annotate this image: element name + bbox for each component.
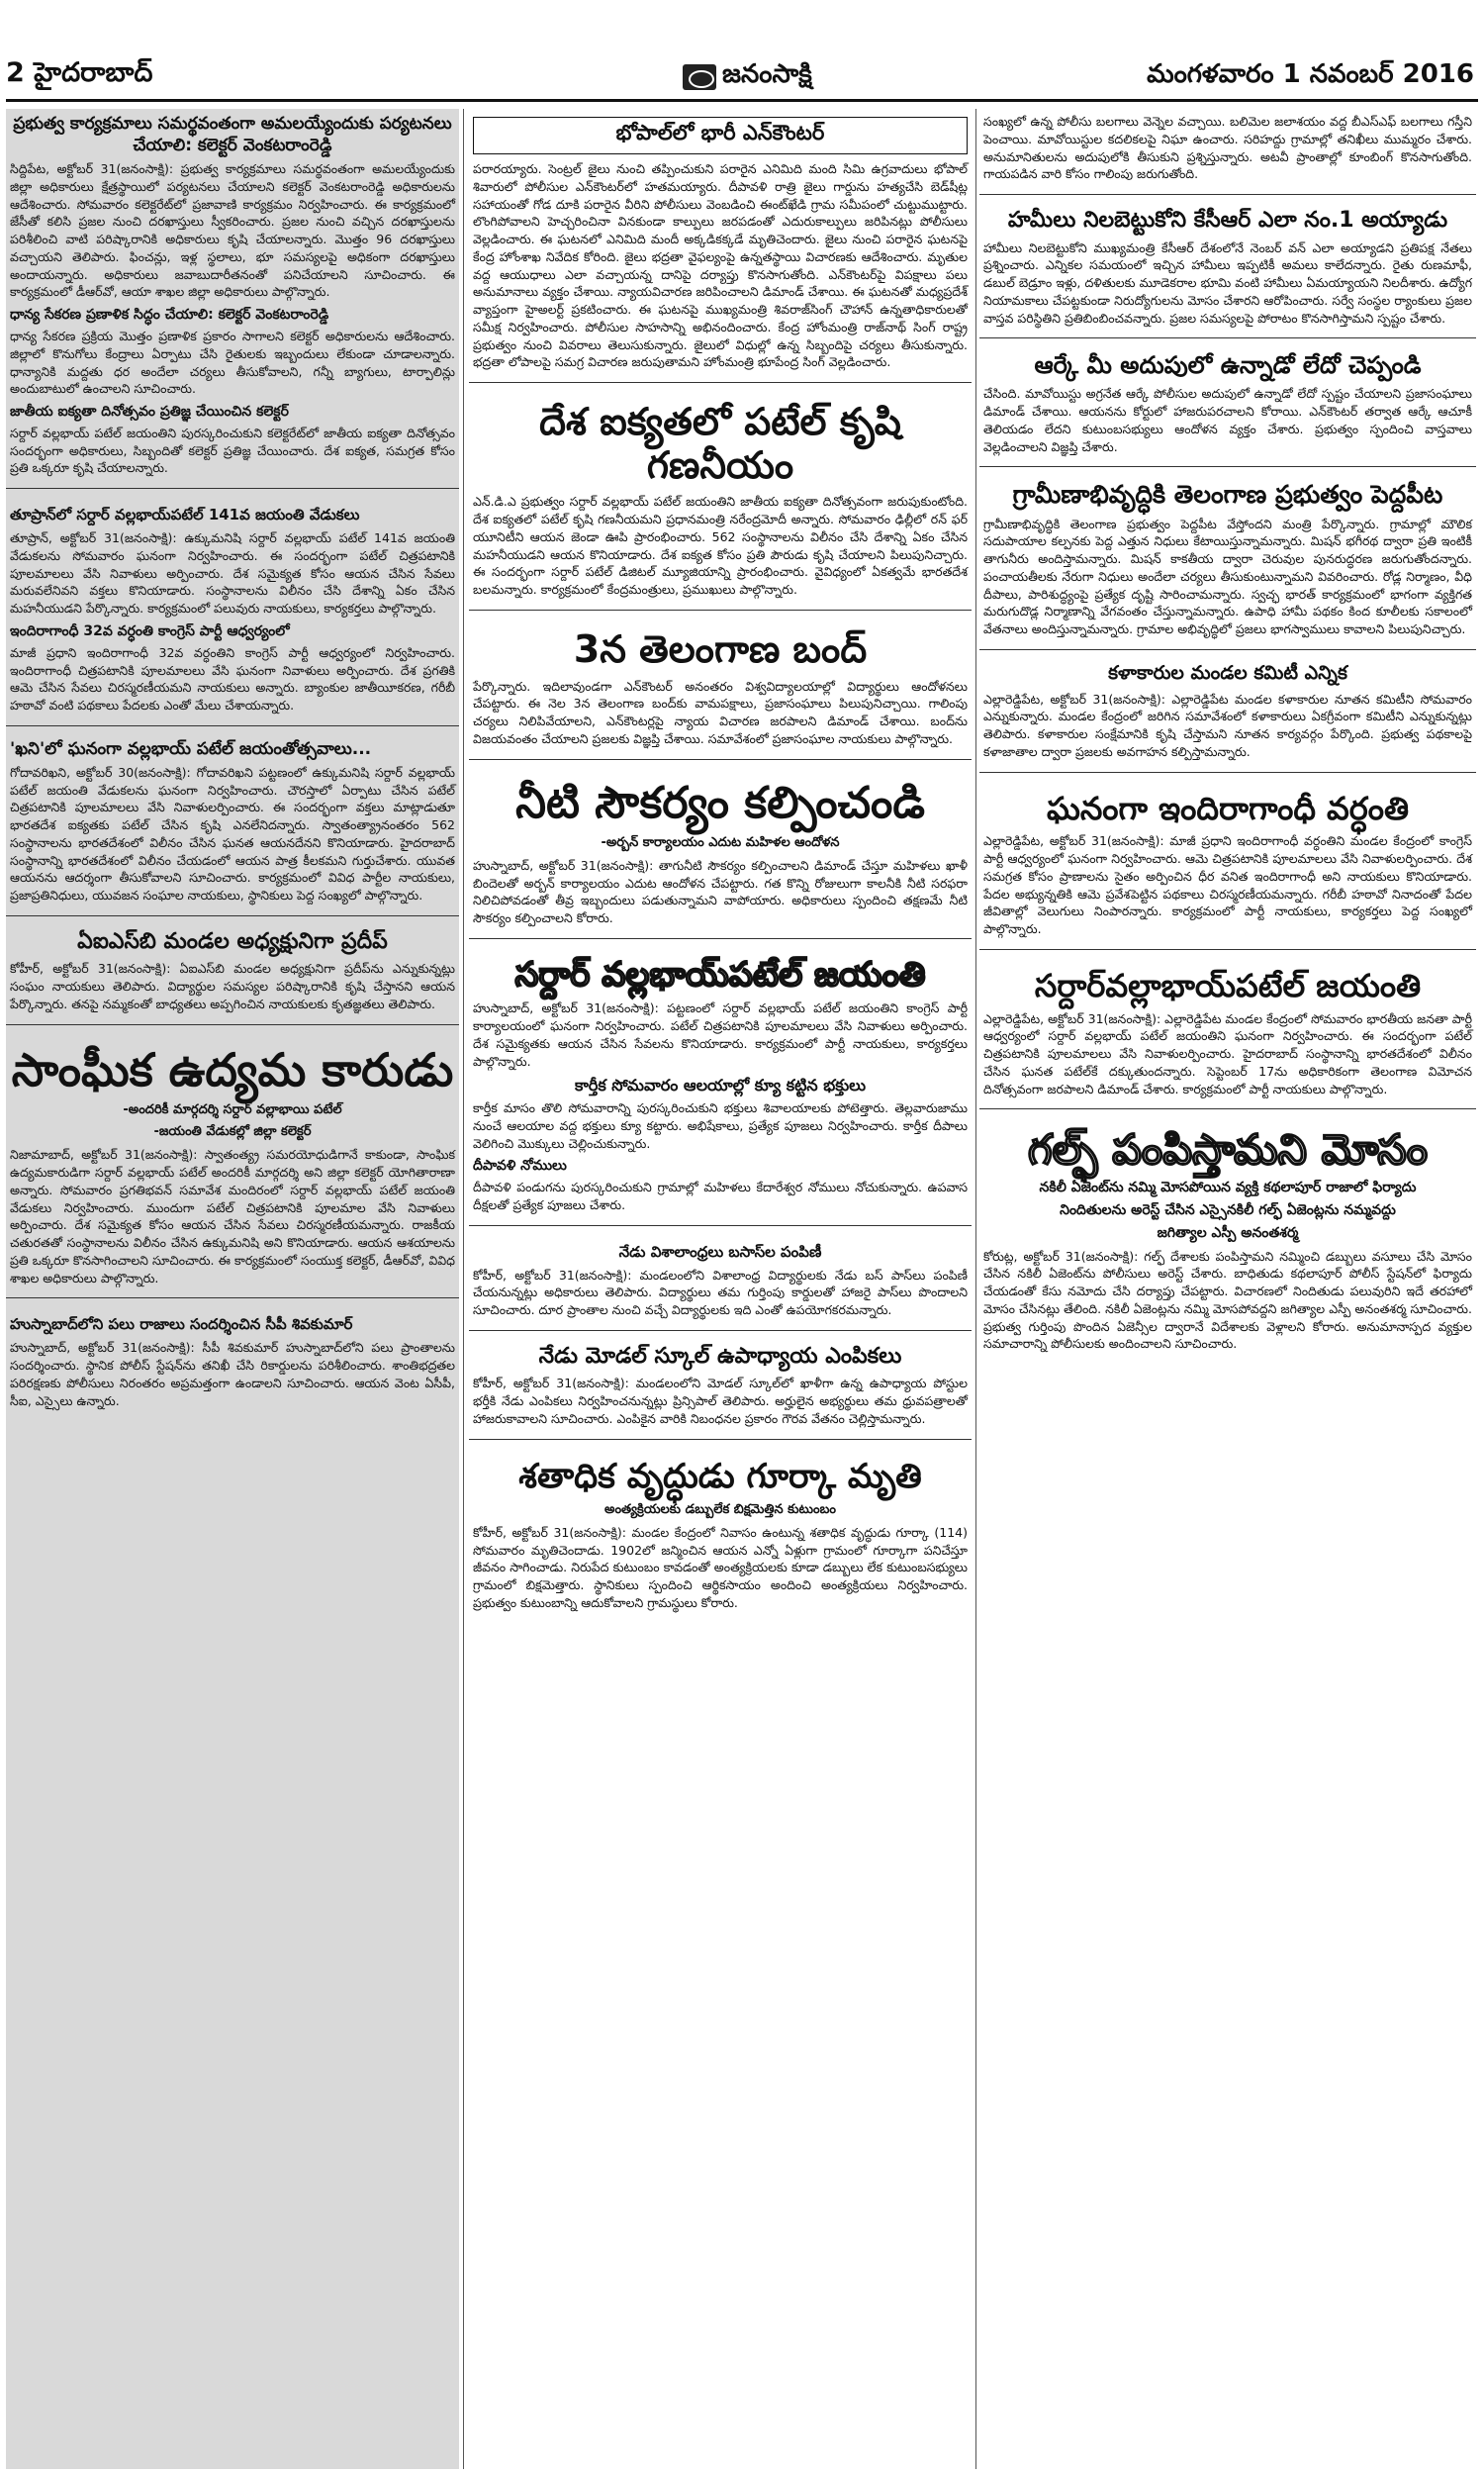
article-body: ఎల్లారెడ్డిపేట, అక్టోబర్ 31(జనంసాక్షి): ఎల్లారెడ్డిపేట మండల కేంద్రంలో సోమవారం భారతీయ జనతా పార్టీ ఆధ్వర్యంలో సర్దార్ వల్లభాయ్ పటేల్ జయంతిని ఘనంగా నిర్వహించారు. ఈ సందర్భంగా పటేల్ చిత్రపటానికి పూలమాలలు వేసి నివాళులర్పించారు. హైదరాబాద్ సంస్థానాన్ని భారతదేశంలో విలీనం చేసిన ఘనత పటేల్‌కే దక్కుతుందన్నారు. సెప్టెంబర్ 17ను అధికారికంగా తెలంగాణ విమోచన దినోత్సవంగా జరపాలని డిమాండ్ చేశారు. కార్యక్రమంలో పార్టీ నాయకులు పాల్గొన్నారు.: [983, 1010, 1472, 1096]
article-body: ఎల్లారెడ్డిపేట, అక్టోబర్ 31(జనంసాక్షి): ఎల్లారెడ్డిపేట మండల కళాకారుల నూతన కమిటీని సోమవారం ఎన్నుకున్నారు. మండల కేంద్రంలో జరిగిన సమావేశంలో కళాకారులు ఏకగ్రీవంగా కమిటీని ఎన్నుకున్నట్లు తెలిపారు. కళాకారుల సంక్షేమానికి కృషి చేస్తామని నూతన కార్యవర్గం పేర్కొంది. ప్రభుత్వ పథకాలపై కళాజాతాల ద్వారా ప్రజలకు అవగాహన కల్పిస్తామన్నారు.: [983, 691, 1472, 759]
newspaper-logo: [683, 59, 812, 95]
article-headline: నేడు విశాలాంధ్రలు బసాస్‌ల పంపిణీ: [618, 1242, 822, 1261]
article-body: పరారయ్యారు. సెంట్రల్ జైలు నుంచి తప్పించుకుని పరారైన ఎనిమిది మంది సిమి ఉగ్రవాదులు భోపాల్ శివారులో పోలీసుల ఎన్‌కౌంటర్‌లో హతమయ్యారు. దీపావళి రాత్రి జైలు గార్డును హత్యచేసి బెడ్‌షీట్ల సహాయంతో గోడ దూకి పరారైన వీరిని పోలీసులు వెంబడించి ఈంట్‌ఖేడి గ్రామ సమీపంలో చుట్టుముట్టారు. లొంగిపోవాలని హెచ్చరించినా వినకుండా కాల్పులు జరపడంతో ఎదురుకాల్పులు జరిపినట్లు పోలీసులు వెల్లడించారు. ఈ ఘటనలో ఎనిమిది మందీ అక్కడికక్కడే మృతిచెందారు. జైలు నుంచి పరారైన ఘటనపై కేంద్ర హోంశాఖ నివేదిక కోరింది. జైలు భద్రతా వైఫల్యంపై ఉన్నతస్థాయి విచారణకు ఆదేశించారు. మృతుల వద్ద ఆయుధాలు ఎలా వచ్చాయన్న దానిపై దర్యాప్తు కొనసాగుతోంది. ఎన్‌కౌంటర్‌పై విపక్షాలు పలు అనుమానాలు వ్యక్తం చేశాయి. న్యాయవిచారణ జరిపించాలని డిమాండ్ చేశాయి. ఈ ఘటనతో మధ్యప్రదేశ్ వ్యాప్తంగా హైఅలర్ట్ ప్రకటించారు. ఈ ఘటనపై ముఖ్యమంత్రి శివరాజ్‌సింగ్ చౌహాన్ ఉన్నతాధికారులతో సమీక్ష నిర్వహించారు. పోలీసుల సాహసాన్ని అభినందించారు. కేంద్ర హోంమంత్రి రాజ్‌నాథ్ సింగ్ రాష్ట్ర ప్రభుత్వం నుంచి వివరాలు తెలుసుకున్నారు. జైలులో విధుల్లో ఉన్న సిబ్బందిపై చర్యలు తీసుకున్నారు. భద్రతా లోపాలపై సమగ్ర విచారణ జరుపుతామని హోంమంత్రి భూపేంద్ర సింగ్ వెల్లడించారు.: [473, 161, 968, 370]
article-body: హుస్నాబాద్, అక్టోబర్ 31(జనంసాక్షి): పట్టణంలో సర్దార్ వల్లభాయ్ పటేల్ జయంతిని కాంగ్రెస్ పార్టీ కార్యాలయంలో ఘనంగా నిర్వహించారు. పటేల్ చిత్రపటానికి పూలమాలలు వేసి నివాళులు అర్పించారు. దేశ సమైక్యతకు ఆయన చేసిన సేవలను కొనియాడారు. కార్యక్రమంలో పార్టీ నాయకులు, కార్యకర్తలు పాల్గొన్నారు. కార్తీక సోమవారం ఆలయాల్లో క్యూ కట్టిన భక్తులు కార్తీక మాసం తొలి సోమవారాన్ని పురస్కరించుకుని భక్తులు శివాలయాలకు పోటెత్తారు. తెల్లవారుజాము నుంచే ఆలయాల వద్ద భక్తులు క్యూ కట్టారు. అభిషేకాలు, ప్రత్యేక పూజలు నిర్వహించారు. కార్తీక దీపాలు వెలిగించి మొక్కులు చెల్లించుకున్నారు. దీపావళి నోములు దీపావళి పండుగను పురస్కరించుకుని గ్రామాల్లో మహిళలు కేదారేశ్వర నోములు నోచుకున్నారు. ఉపవాస దీక్షలతో ప్రత్యేక పూజలు చేశారు.: [473, 1000, 968, 1212]
article-kicker: -అర్బన్ కార్యాలయం ఎదుట మహిళల ఆందోళన: [601, 834, 840, 850]
masthead-rule: [6, 99, 1478, 102]
column-divider: [463, 109, 464, 2469]
article-social-activist: [6, 1033, 459, 1299]
article-tupran-patel: [6, 497, 459, 726]
article-body: నిజామాబాద్, అక్టోబర్ 31(జనంసాక్షి): స్వాతంత్య్ర సమరయోధుడిగానే కాకుండా, సాంఘిక ఉద్యమకారుడిగా సర్దార్ వల్లభాయ్ పటేల్ అందరికీ మార్గదర్శి అని జిల్లా కలెక్టర్ యోగితారాణా అన్నారు. సోమవారం ప్రగతిభవన్ సమావేశ మందిరంలో సర్దార్ వల్లభాయ్ పటేల్ జయంతి వేడుకలు నిర్వహించారు. ముందుగా పటేల్ చిత్రపటానికి పూలమాల వేసి నివాళులు అర్పించారు. దేశ సమైక్యత కోసం ఆయన చేసిన సేవలు చిరస్మరణీయమన్నారు. రాజకీయ చతురతతో సంస్థానాలను విలీనం చేసిన ఉక్కుమనిషి అని కొనియాడారు. ఆయన ఆశయాలను ప్రతి ఒక్కరూ కొనసాగించాలని సూచించారు. ఈ కార్యక్రమంలో సంయుక్త కలెక్టర్, డీఆర్‌వో, వివిధ శాఖల అధికారులు పాల్గొన్నారు.: [10, 1147, 455, 1285]
column-right: [979, 109, 1476, 2469]
article-body: సంఖ్యలో ఉన్న పోలీసు బలగాలు వెన్నెల వచ్చాయి. బలిమెల జలాశయం వద్ద బీఎస్ఎఫ్ బలగాలు గస్తీని పెంచాయి. మావోయిస్టుల కదలికలపై నిఘా ఉంచారు. సరిహద్దు గ్రామాల్లో తనిఖీలు ముమ్మరం చేశారు. అనుమానితులను అదుపులోకి తీసుకుని ప్రశ్నిస్తున్నారు. అటవీ ప్రాంతాల్లో కూంబింగ్ కొనసాగుతోంది. గాయపడిన వారి కోసం గాలింపు జరుగుతోంది.: [983, 114, 1472, 182]
article-headline: కళాకారుల మండల కమిటీ ఎన్నిక: [1108, 661, 1347, 684]
article-rural-development: [979, 475, 1476, 650]
article-subheading: కార్తీక సోమవారం ఆలయాల్లో క్యూ కట్టిన భక్తులు: [574, 1076, 866, 1095]
article-headline: శతాధిక వృద్ధుడు గూర్కా మృతి: [518, 1456, 922, 1496]
article-headline: సాంఘీక ఉద్యమ కారుడు: [11, 1042, 454, 1096]
article-headline: 'ఖని'లో ఘనంగా వల్లభాయ్ పటేల్ జయంతోత్సవాలు...: [10, 738, 372, 759]
article-continuation-bsf: [979, 109, 1476, 195]
article-model-school: [469, 1339, 972, 1440]
column-left: [6, 109, 459, 2469]
article-body: కోహీర్, అక్టోబర్ 31(జనంసాక్షి): మండలంలోని మోడల్ స్కూల్‌లో ఖాళీగా ఉన్న ఉపాధ్యాయ పోస్టుల భర్తీకి నేడు ఎంపికలు నిర్వహించనున్నట్లు ప్రిన్సిపాల్ తెలిపారు. అర్హులైన అభ్యర్థులు తమ ధ్రువపత్రాలతో హాజరుకావాలని సూచించారు. ఎంపికైన వారికి నిబంధనల ప్రకారం గౌరవ వేతనం చెల్లిస్తామన్నారు.: [473, 1376, 968, 1426]
article-headline: తూప్రాన్‌లో సర్దార్ వల్లభాయ్‌పటేల్ 141వ జయంతి వేడుకలు: [10, 506, 360, 524]
article-headline: సర్దార్‌వల్లాభాయ్‌పటేల్ జయంతి: [1034, 966, 1422, 1004]
article-patel-unity: [469, 391, 972, 611]
article-headline: 3న తెలంగాణ బంద్: [573, 626, 868, 671]
article-headline: నేడు మోడల్ స్కూల్ ఉపాధ్యాయ ఎంపికలు: [538, 1343, 902, 1369]
article-kicker: -అందరికీ మార్గదర్శి సర్దార్ వల్లాభాయి పటేల్: [123, 1102, 342, 1118]
article-headline: హుస్నాబాద్‌లోని పలు రాజాలు సందర్శించిన సీపీ శివకుమార్: [10, 1315, 353, 1334]
article-kicker: అంత్యక్రియలకు డబ్బులేక బిక్షమెత్తిన కుటుంబం: [604, 1501, 836, 1517]
article-artists-committee: [979, 658, 1476, 773]
article-subheading: దీపావళి నోములు: [473, 1158, 567, 1175]
article-gulf-fraud: [979, 1117, 1476, 1364]
article-rk-custody: [979, 346, 1476, 467]
article-gurkha-death: [469, 1448, 972, 1623]
article-kicker: జగిత్యాల ఎస్పీ అనంతశర్మ: [1157, 1224, 1299, 1241]
article-headline: భోపాల్‌లో భారీ ఎన్‌కౌంటర్: [473, 117, 968, 154]
article-bhopal-encounter: [469, 109, 972, 383]
issue-date: మంగళవారం 1 నవంబర్ 2016: [1147, 59, 1474, 89]
article-body: గ్రామీణాభివృద్ధికి తెలంగాణ ప్రభుత్వం పెద్దపీట వేస్తోందని మంత్రి పేర్కొన్నారు. గ్రామాల్లో మౌలిక సదుపాయాల కల్పనకు పెద్ద ఎత్తున నిధులు కేటాయిస్తున్నామన్నారు. మిషన్ భగీరథ ద్వారా ప్రతి ఇంటికీ తాగునీరు అందిస్తామన్నారు. మిషన్ కాకతీయ ద్వారా చెరువుల పునరుద్ధరణ జరుగుతోందన్నారు. పంచాయతీలకు నేరుగా నిధులు అందేలా చర్యలు తీసుకుంటున్నామని వివరించారు. రోడ్ల నిర్మాణం, వీధి దీపాలు, పారిశుద్ధ్యంపై ప్రత్యేక దృష్టి సారించామన్నారు. స్వచ్ఛ భారత్ కార్యక్రమంలో భాగంగా వ్యక్తిగత మరుగుదొడ్ల నిర్మాణాన్ని వేగవంతం చేస్తున్నామన్నారు. ఉపాధి హామీ పథకం కింద కూలీలకు సకాలంలో వేతనాలు అందిస్తున్నామన్నారు. గ్రామాల అభివృద్ధిలో ప్రజలు భాగస్వాములు కావాలని పిలుపునిచ్చారు.: [983, 516, 1472, 636]
article-headline: హమీలు నిలబెట్టుకోని కేసీఆర్ ఎలా నం.1 అయ్యాడు: [1007, 208, 1448, 233]
article-kicker: నిందితులను అరెస్ట్ చేసిన ఎస్సైనకిలీ గల్ఫ్ ఏజెంట్లను నమ్మవద్దు: [1060, 1201, 1396, 1218]
article-aisb-president: [6, 924, 459, 1025]
column-middle: [469, 109, 972, 2469]
article-collector-programs: [6, 109, 459, 489]
logo-text: జనంసాక్షి: [722, 59, 812, 89]
article-body: గోదావరిఖని, అక్టోబర్ 30(జనంసాక్షి): గోదావరిఖని పట్టణంలో ఉక్కుమనిషి సర్దార్ వల్లభాయ్ పటేల్ జయంతి వేడుకలను ఘనంగా నిర్వహించారు. చౌరస్తాలో ఏర్పాటు చేసిన పటేల్ చిత్రపటానికి పూలమాలలు వేసి నివాళులర్పించారు. ఈ సందర్భంగా వక్తలు మాట్లాడుతూ భారతదేశ ఐక్యతకు పటేల్ చేసిన కృషి ఎనలేనిదన్నారు. స్వాతంత్య్రానంతరం 562 సంస్థానాలను భారతదేశంలో విలీనం చేసిన ఘనత ఆయనదేనని కొనియాడారు. హైదరాబాద్ సంస్థానాన్ని భారతదేశంలో విలీనం చేయడంలో ఆయన పాత్ర కీలకమని గుర్తుచేశారు. యువత ఆయనను ఆదర్శంగా తీసుకోవాలని సూచించారు. కార్యక్రమంలో వివిధ పార్టీల నాయకులు, ప్రజాప్రతినిధులు, యువజన సంఘాల నాయకులు, స్థానికులు పెద్ద సంఖ్యలో పాల్గొన్నారు.: [10, 764, 455, 904]
article-body: కోహీర్, అక్టోబర్ 31(జనంసాక్షి): మండల కేంద్రంలో నివాసం ఉంటున్న శతాధిక వృద్ధుడు గూర్కా (114) సోమవారం మృతిచెందాడు. 1902లో జన్మించిన ఆయన ఎన్నో ఏళ్లుగా గ్రామంలో గూర్కాగా పనిచేస్తూ జీవనం సాగించాడు. నిరుపేద కుటుంబం కావడంతో అంత్యక్రియలకు కూడా డబ్బులు లేక కుటుంబసభ్యులు గ్రామంలో బిక్షమెత్తారు. స్థానికులు స్పందించి ఆర్థికసాయం అందించి అంత్యక్రియలు నిర్వహించారు. ప్రభుత్వం కుటుంబాన్ని ఆదుకోవాలని గ్రామస్థులు కోరారు.: [473, 1524, 968, 1610]
article-headline: ఏఐఎస్‌బి మండల అధ్యక్షునిగా ప్రదీప్: [77, 928, 388, 954]
article-telangana-bandh: [469, 619, 972, 760]
article-bus-pass: [469, 1234, 972, 1331]
article-kicker: నకిలీ ఏజెంట్‌ను నమ్మి మోసపోయిన వ్యక్తి కథలాపూర్ రాజాలో ఫిర్యాదు: [1039, 1179, 1417, 1195]
article-patel-yellareddypet: [979, 958, 1476, 1110]
article-patel-jayanti-husnabad: [469, 947, 972, 1226]
article-body: ఎల్లారెడ్డిపేట, అక్టోబర్ 31(జనంసాక్షి): మాజీ ప్రధాని ఇందిరాగాంధీ వర్ధంతిని మండల కేంద్రంలో కాంగ్రెస్ పార్టీ ఆధ్వర్యంలో ఘనంగా నిర్వహించారు. ఆమె చిత్రపటానికి పూలమాలలు వేసి నివాళులర్పించారు. దేశ సమగ్రత కోసం ప్రాణాలను సైతం అర్పించిన ధీర వనిత ఇందిరాగాంధీ అని నాయకులు కొనియాడారు. పేదల అభ్యున్నతికి ఆమె ప్రవేశపెట్టిన పథకాలు చిరస్మరణీయమన్నారు. గరీబీ హఠావో నినాదంతో పేదల జీవితాల్లో వెలుగులు నింపారన్నారు. కార్యక్రమంలో పార్టీ నాయకులు, కార్యకర్తలు పెద్ద సంఖ్యలో పాల్గొన్నారు.: [983, 833, 1472, 937]
article-water-facility: [469, 768, 972, 939]
column-divider: [975, 109, 976, 2469]
article-body: ఎన్.డి.ఎ ప్రభుత్వం సర్దార్ వల్లభాయ్ పటేల్ జయంతిని జాతీయ ఐక్యతా దినోత్సవంగా జరుపుకుంటోంది. దేశ ఐక్యతలో పటేల్ కృషి గణనీయమని ప్రధానమంత్రి నరేంద్రమోదీ అన్నారు. సోమవారం ఢిల్లీలో రన్ ఫర్ యూనిటీని ఆయన జెండా ఊపి ప్రారంభించారు. 562 సంస్థానాలను విలీనం చేసి దేశాన్ని ఏకం చేసిన మహనీయుడని ఆయన కొనియాడారు. దేశ ఐక్యత కోసం ప్రతి పౌరుడు కృషి చేయాలని పిలుపునిచ్చారు. ఈ సందర్భంగా సర్దార్ పటేల్ డిజిటల్ మ్యూజియాన్ని ప్రారంభించారు. వైవిధ్యంలో ఏకత్వమే భారతదేశ బలమన్నారు. కార్యక్రమంలో కేంద్రమంత్రులు, ప్రముఖులు పాల్గొన్నారు.: [473, 494, 968, 598]
article-body: కోరుట్ల, అక్టోబర్ 31(జనంసాక్షి): గల్ఫ్ దేశాలకు పంపిస్తామని నమ్మించి డబ్బులు వసూలు చేసి మోసం చేసిన నకిలీ ఏజెంట్‌ను పోలీసులు అరెస్ట్ చేశారు. బాధితుడు కథలాపూర్ పోలీస్ స్టేషన్‌లో ఫిర్యాదు చేయడంతో కేసు నమోదు చేసి దర్యాప్తు చేపట్టారు. విచారణలో నిందితుడు పలువురిని ఇదే తరహాలో మోసం చేసినట్లు తేలింది. నకిలీ ఏజెంట్లను నమ్మి మోసపోవద్దని జగిత్యాల ఎస్పీ అనంతశర్మ సూచించారు. ప్రభుత్వ గుర్తింపు పొందిన ఏజెన్సీల ద్వారానే విదేశాలకు వెళ్లాలని కోరారు. అనుమానాస్పద వ్యక్తుల సమాచారాన్ని పోలీసులకు అందించాలని సూచించారు.: [983, 1248, 1472, 1352]
article-body: సిద్దిపేట, అక్టోబర్ 31(జనంసాక్షి): ప్రభుత్వ కార్యక్రమాలు సమర్థవంతంగా అమలయ్యేందుకు జిల్లా అధికారులు క్షేత్రస్థాయిలో పర్యటనలు చేయాలని కలెక్టర్ వెంకటరాంరెడ్డి అధికారులను ఆదేశించారు. సోమవారం కలెక్టరేట్‌లో ప్రజావాణి కార్యక్రమం నిర్వహించారు. ఈ కార్యక్రమంలో జేసీతో కలిసి ప్రజల నుంచి దరఖాస్తులు స్వీకరించారు. ప్రజల నుంచి వచ్చిన దరఖాస్తులను పరిశీలించి వాటి పరిష్కారానికి అధికారులు కృషి చేయాలన్నారు. మొత్తం 96 దరఖాస్తులు వచ్చాయని తెలిపారు. ఫించన్లు, ఇళ్ల స్థలాలు, భూ సమస్యలపై అధికంగా దరఖాస్తులు అందాయన్నారు. అధికారులు జవాబుదారీతనంతో పనిచేయాలని సూచించారు. ఈ కార్యక్రమంలో డీఆర్‌వో, ఆయా శాఖల జిల్లా అధికారులు పాల్గొన్నారు. ధాన్య సేకరణ ప్రణాళిక సిద్ధం చేయాలి: కలెక్టర్ వెంకటరాంరెడ్డి ధాన్య సేకరణ ప్రక్రియ మొత్తం ప్రణాళిక ప్రకారం సాగాలని కలెక్టర్ అధికారులను ఆదేశించారు. జిల్లాలో కొనుగోలు కేంద్రాలు ఏర్పాటు చేసి రైతులకు ఇబ్బందులు లేకుండా చూడాలన్నారు. ధాన్యానికి మద్దతు ధర అందేలా చర్యలు తీసుకోవాలని, గన్నీ బ్యాగులు, టార్పాలిన్లు అందుబాటులో ఉంచాలని సూచించారు. జాతీయ ఐక్యతా దినోత్సవం ప్రతిజ్ఞ చేయించిన కలెక్టర్ సర్దార్ వల్లభాయ్ పటేల్ జయంతిని పురస్కరించుకుని కలెక్టరేట్‌లో జాతీయ ఐక్యతా దినోత్సవం సందర్భంగా అధికారులు, సిబ్బందితో కలెక్టర్ ప్రతిజ్ఞ చేయించారు. దేశ ఐక్యత, సమగ్రత కోసం ప్రతి ఒక్కరూ కృషి చేయాలన్నారు.: [10, 161, 455, 476]
article-body: హుస్నాబాద్, అక్టోబర్ 31(జనంసాక్షి): సీపీ శివకుమార్ హుస్నాబాద్‌లోని పలు ప్రాంతాలను సందర్శించారు. స్థానిక పోలీస్ స్టేషన్‌ను తనిఖీ చేసి రికార్డులను పరిశీలించారు. శాంతిభద్రతల పరిరక్షణకు పోలీసులు నిరంతరం అప్రమత్తంగా ఉండాలని సూచించారు. ఆయన వెంట ఏసీపీ, సీఐ, ఎస్సైలు ఉన్నారు.: [10, 1340, 455, 1408]
article-body: కోహీర్, అక్టోబర్ 31(జనంసాక్షి): మండలంలోని విశాలాంధ్ర విద్యార్థులకు నేడు బస్ పాస్‌లు పంపిణీ చేయనున్నట్లు అధికారులు తెలిపారు. విద్యార్థులు తమ గుర్తింపు కార్డులతో హాజరై పాస్‌లు పొందాలని సూచించారు. దూర ప్రాంతాల నుంచి వచ్చే విద్యార్థులకు ఇది ఎంతో ఉపయోగకరమన్నారు.: [473, 1267, 968, 1318]
article-headline: దేశ ఐక్యతలో పటేల్ కృషి గణనీయం: [539, 400, 901, 487]
logo-eye-icon: [683, 64, 716, 90]
article-body: చేసింది. మావోయిస్టు అగ్రనేత ఆర్కే పోలీసుల అదుపులో ఉన్నాడో లేదో స్పష్టం చేయాలని ప్రజాసంఘాలు డిమాండ్ చేశాయి. ఆయనను కోర్టులో హాజరుపరచాలని కోరాయి. ఎన్‌కౌంటర్ తర్వాత ఆర్కే ఆచూకీ తెలియడం లేదని కుటుంబసభ్యులు ఆందోళన వ్యక్తం చేశారు. ప్రభుత్వం స్పందించి వాస్తవాలు వెల్లడించాలని విజ్ఞప్తి చేశారు.: [983, 386, 1472, 454]
article-subheading: ఇందిరాగాంధీ 32వ వర్ధంతి కాంగ్రెస్ పార్టీ ఆధ్వర్యంలో: [10, 622, 290, 639]
article-subheading: ధాన్య సేకరణ ప్రణాళిక సిద్ధం చేయాలి: కలెక్టర్ వెంకటరాంరెడ్డి: [10, 307, 329, 324]
article-body: హామీలు నిలబెట్టుకోని ముఖ్యమంత్రి కేసీఆర్ దేశంలోనే నెంబర్ వన్ ఎలా అయ్యాడని ప్రతిపక్ష నేతలు ప్రశ్నించారు. ఎన్నికల సమయంలో ఇచ్చిన హామీలు ఇప్పటికీ అమలు కాలేదన్నారు. రైతు రుణమాఫీ, డబుల్ బెడ్రూం ఇళ్లు, దళితులకు మూడెకరాల భూమి వంటి హామీలు ఏమయ్యాయని నిలదీశారు. ఉద్యోగ నియామకాలు చేపట్టకుండా నిరుద్యోగులను మోసం చేశారని ఆరోపించారు. సర్వే సంస్థల ర్యాంకులు ప్రజల వాస్తవ పరిస్థితిని ప్రతిబింబించవన్నారు. ప్రజల సమస్యలపై పోరాటం కొనసాగిస్తామని స్పష్టం చేశారు.: [983, 239, 1472, 326]
article-headline: ఆర్కే మీ అదుపులో ఉన్నాడో లేదో చెప్పండి: [1034, 351, 1422, 380]
article-headline: సర్దార్ వల్లభాయ్‌పటేల్ జయంతి: [514, 954, 926, 995]
article-headline: ప్రభుత్వ కార్యక్రమాలు సమర్థవంతంగా అమలయ్యేందుకు పర్యటనలు చేయాలి: కలెక్టర్ వెంకటరాంరెడ్డి: [13, 114, 452, 156]
article-body: హుస్నాబాద్, అక్టోబర్ 31(జనంసాక్షి): తాగునీటి సౌకర్యం కల్పించాలని డిమాండ్ చేస్తూ మహిళలు ఖాళీ బిందెలతో అర్బన్ కార్యాలయం ఎదుట ఆందోళన చేపట్టారు. గత కొన్ని రోజులుగా కాలనీకి నీటి సరఫరా నిలిచిపోవడంతో తీవ్ర ఇబ్బందులు పడుతున్నామని వాపోయారు. అధికారులు స్పందించి తక్షణమే నీటి సౌకర్యం కల్పించాలని కోరారు.: [473, 857, 968, 926]
article-husnabad-cp: [6, 1306, 459, 1420]
article-headline: గల్ఫ్ పంపిస్తామని మోసం: [1027, 1125, 1429, 1175]
article-headline: నీటి సౌకర్యం కల్పించండి: [515, 777, 925, 828]
article-body: తూప్రాన్, అక్టోబర్ 31(జనంసాక్షి): ఉక్కుమనిషి సర్దార్ వల్లభాయ్ పటేల్ 141వ జయంతి వేడుకలను సోమవారం ఘనంగా నిర్వహించారు. ఈ సందర్భంగా పటేల్ చిత్రపటానికి పూలమాలలు వేసి నివాళులు అర్పించారు. దేశ సమైక్యత కోసం ఆయన చేసిన సేవలు మరువలేనివని వక్తలు కొనియాడారు. సంస్థానాలను విలీనం చేసి దేశాన్ని ఏకం చేసిన మహనీయుడని పేర్కొన్నారు. కార్యక్రమంలో పలువురు నాయకులు, కార్యకర్తలు పాల్గొన్నారు. ఇందిరాగాంధీ 32వ వర్ధంతి కాంగ్రెస్ పార్టీ ఆధ్వర్యంలో మాజీ ప్రధాని ఇందిరాగాంధీ 32వ వర్ధంతిని కాంగ్రెస్ పార్టీ ఆధ్వర్యంలో నిర్వహించారు. ఇందిరాగాంధీ చిత్రపటానికి పూలమాలలు వేసి ఘనంగా నివాళులు అర్పించారు. దేశ ప్రగతికి ఆమె చేసిన సేవలు చిరస్మరణీయమని నాయకులు అన్నారు. బ్యాంకుల జాతీయీకరణ, గరీబీ హఠావో వంటి పథకాలు పేదలకు ఎంతో మేలు చేశాయన్నారు.: [10, 530, 455, 714]
article-kcr-promises: [979, 203, 1476, 338]
masthead: [0, 0, 1484, 99]
article-body: పేర్కొన్నారు. ఇదిలావుండగా ఎన్‌కౌంటర్ అనంతరం విశ్వవిద్యాలయాల్లో విద్యార్థులు ఆందోళనలు చేపట్టారు. ఈ నెల 3న తెలంగాణ బంద్‌కు వామపక్షాలు, ప్రజాసంఘాలు పిలుపునిచ్చాయి. గాలింపు చర్యలు నిలిపివేయాలని, ఎన్‌కౌంటర్లపై న్యాయ విచారణ జరపాలని డిమాండ్ చేశాయి. బంద్‌ను విజయవంతం చేయాలని ప్రజలకు విజ్ఞప్తి చేశాయి. సమావేశంలో ప్రజాసంఘాల నాయకులు పాల్గొన్నారు.: [473, 678, 968, 746]
article-indira-anniversary: [979, 781, 1476, 950]
article-headline: గ్రామీణాభివృద్ధికి తెలంగాణ ప్రభుత్వం పెద్దపీట: [1012, 480, 1443, 510]
article-body: కోహీర్, అక్టోబర్ 31(జనంసాక్షి): ఏఐఎస్‌బి మండల అధ్యక్షునిగా ప్రదీప్‌ను ఎన్నుకున్నట్లు సంఘం నాయకులు తెలిపారు. విద్యార్థుల సమస్యల పరిష్కారానికి కృషి చేస్తానని ఆయన పేర్కొన్నారు. తనపై నమ్మకంతో బాధ్యతలు అప్పగించిన నాయకులకు కృతజ్ఞతలు తెలిపారు.: [10, 961, 455, 1011]
article-kicker: -జయంతి వేడుకల్లో జిల్లా కలెక్టర్: [153, 1124, 312, 1140]
page-label: 2 హైదరాబాద్: [6, 57, 153, 88]
article-headline: ఘనంగా ఇందిరాగాంధీ వర్ధంతి: [1046, 789, 1410, 827]
article-subheading: జాతీయ ఐక్యతా దినోత్సవం ప్రతిజ్ఞ చేయించిన కలెక్టర్: [10, 404, 289, 421]
article-khani-patel: [6, 734, 459, 916]
